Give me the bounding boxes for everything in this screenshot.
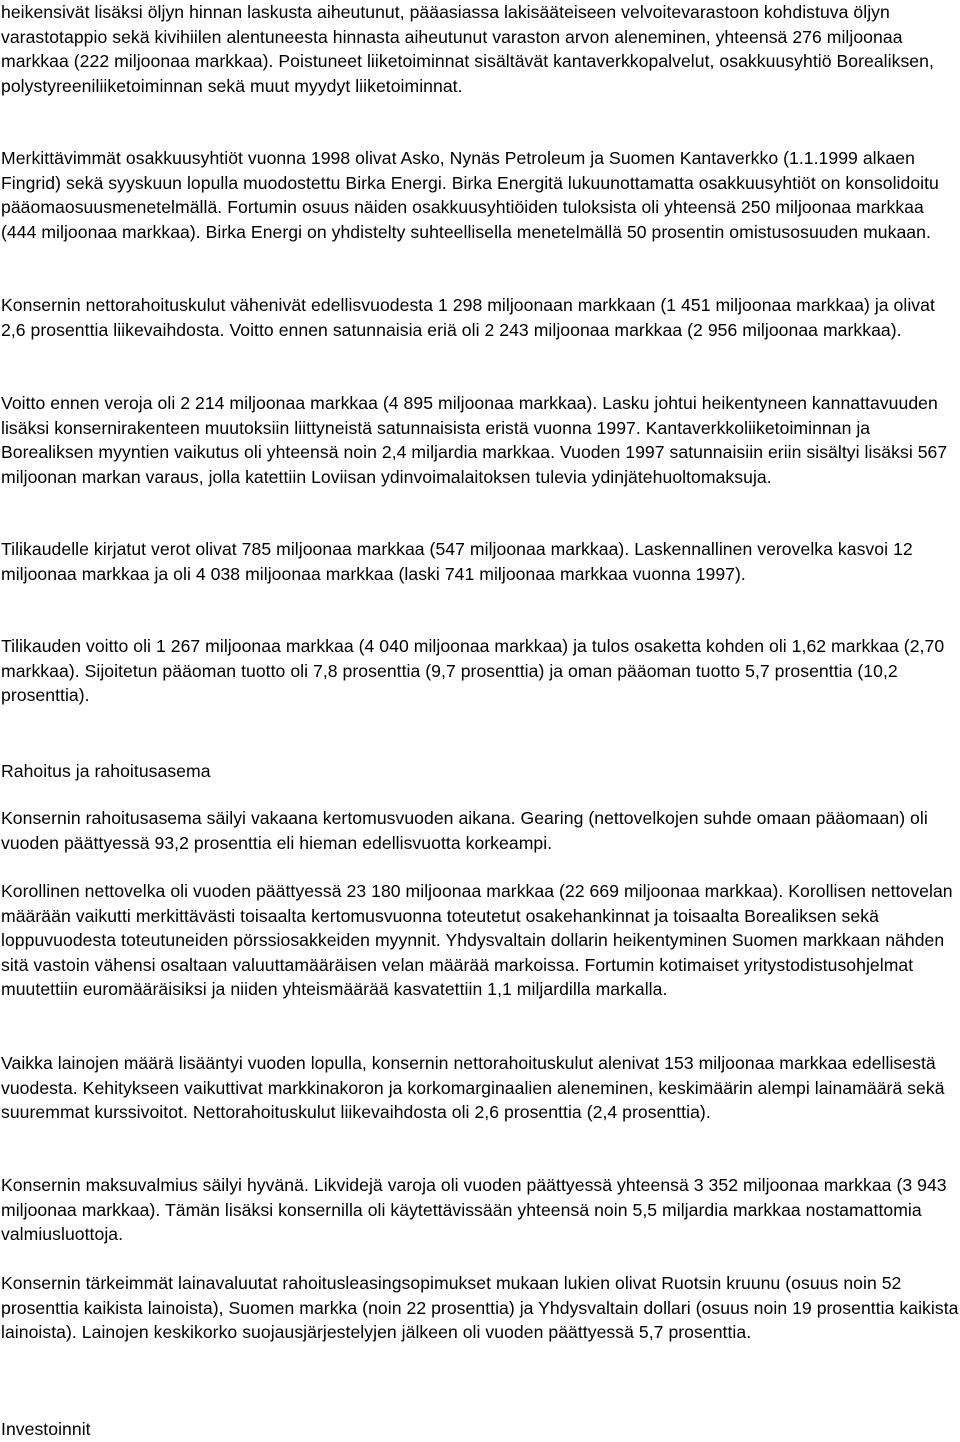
section-heading-financing: Rahoitus ja rahoitusasema — [1, 761, 211, 781]
paragraph-profit-before-taxes: Voitto ennen veroja oli 2 214 miljoonaa markkaa (4 895 miljoonaa markkaa). Lasku johtui heikentyneen kannattavuuden lisäksi konsernirakenteen muutoksiin liittyneistä satunnaisista eristä vuonna 1997. Kantaverkkoliiketoiminnan ja Borealiksen myyntien vaikutus oli yhteensä noin 2,4 miljardia markkaa. Vuoden 1997 satunnaisiin eriin sisältyi lisäksi 567 miljoonan markan varaus, jolla katettiin Loviisan ydinvoimalaitoksen tulevia ydinjätehuoltomaksuja. — [1, 393, 948, 487]
paragraph-net-profit: Tilikauden voitto oli 1 267 miljoonaa markkaa (4 040 miljoonaa markkaa) ja tulos osaketta kohden oli 1,62 markkaa (2,70 markkaa). Sijoitetun pääoman tuotto oli 7,8 prosenttia (9,7 prosenttia) ja oman pääoman tuotto 5,7 prosenttia (10,2 prosenttia). — [1, 636, 945, 706]
paragraph-taxes: Tilikaudelle kirjatut verot olivat 785 miljoonaa markkaa (547 miljoonaa markkaa). Laskennallinen verovelka kasvoi 12 miljoonaa markkaa ja oli 4 038 miljoonaa markkaa (laski 741 miljoonaa markkaa vuonna 1997). — [1, 539, 913, 584]
paragraph-net-financing-costs: Konsernin nettorahoituskulut vähenivät edellisvuodesta 1 298 miljoonaan markkaan (1 451 miljoonaa markkaa) ja olivat 2,6 prosenttia liikevaihdosta. Voitto ennen satunnaisia eriä oli 2 243 miljoonaa markkaa (2 956 miljoonaa markkaa). — [1, 295, 935, 340]
paragraph-net-debt: Korollinen nettovelka oli vuoden päättyessä 23 180 miljoonaa markkaa (22 669 miljoonaa markkaa). Korollisen nettovelan määrään vaikutti merkittävästi toisaalta kertomusvuonna toteutetut osakehankinnat ja toisaalta Borealiksen sekä loppuvuodesta toteutuneiden pörssiosakkeiden myynnit. Yhdysvaltain dollarin heikentyminen Suomen markkaan nähden sitä vastoin vähensi osaltaan valuuttamääräisen velan määrää markoissa. Fortumin kotimaiset yritystodistusohjelmat muutettiin euromääräisiksi ja niiden yhteismäärää kasvatettiin 1,1 miljardilla markalla. — [1, 881, 953, 1000]
paragraph-liquidity: Konsernin maksuvalmius säilyi hyvänä. Likvidejä varoja oli vuoden päättyessä yhteensä 3 352 miljoonaa markkaa (3 943 miljoonaa markkaa). Tämän lisäksi konsernilla oli käytettävissään yhteensä noin 5,5 miljardia markkaa nostamattomia valmiusluottoja. — [1, 1175, 947, 1245]
paragraph-loan-currencies: Konsernin tärkeimmät lainavaluutat rahoitusleasingsopimukset mukaan lukien olivat Ruotsin kruunu (osuus noin 52 prosenttia kaikista lainoista), Suomen markka (noin 22 prosenttia) ja Yhdysvaltain dollari (osuus noin 19 prosenttia kaikista lainoista). Lainojen keskikorko suojausjärjestelyjen jälkeen oli vuoden päättyessä 5,7 prosenttia. — [1, 1273, 959, 1343]
paragraph-loan-amount: Vaikka lainojen määrä lisääntyi vuoden lopulla, konsernin nettorahoituskulut alenivat 153 miljoonaa markkaa edellisestä vuodesta. Kehitykseen vaikuttivat markkinakoron ja korkomarginaalien aleneminen, keskimäärin alempi lainamäärä sekä suuremmat kurssivoitot. Nettorahoituskulut liikevaihdosta oli 2,6 prosenttia (2,4 prosenttia). — [1, 1053, 945, 1123]
paragraph-associated-companies: Merkittävimmät osakkuusyhtiöt vuonna 1998 olivat Asko, Nynäs Petroleum ja Suomen Kantaverkko (1.1.1999 alkaen Fingrid) sekä syyskuun lopulla muodostettu Birka Energi. Birka Energitä lukuunottamatta osakkuusyhtiöt on konsolidoitu pääomaosuusmenetelmällä. Fortumin osuus näiden osakkuusyhtiöiden tuloksista oli yhteensä 250 miljoonaa markkaa (444 miljoonaa markkaa). Birka Energi on yhdistelty suhteellisella menetelmällä 50 prosentin omistusosuuden mukaan. — [1, 148, 939, 242]
paragraph-oil-inventory-loss: heikensivät lisäksi öljyn hinnan laskusta aiheutunut, pääasiassa lakisääteiseen velvoitevarastoon kohdistuva öljyn varastotappio sekä kivihiilen alentuneesta hinnasta aiheutunut varaston arvon aleneminen, yhteensä 276 miljoonaa markkaa (222 miljoonaa markkaa). Poistuneet liiketoiminnat sisältävät kantaverkkopalvelut, osakkuusyhtiö Borealiksen, polystyreeniliiketoiminnan sekä muut myydyt liiketoiminnat. — [1, 2, 934, 96]
paragraph-financial-position: Konsernin rahoitusasema säilyi vakaana kertomusvuoden aikana. Gearing (nettovelkojen suhde omaan pääomaan) oli vuoden päättyessä 93,2 prosenttia eli hieman edellisvuotta korkeampi. — [1, 808, 928, 853]
section-heading-investments: Investoinnit — [1, 1419, 91, 1439]
